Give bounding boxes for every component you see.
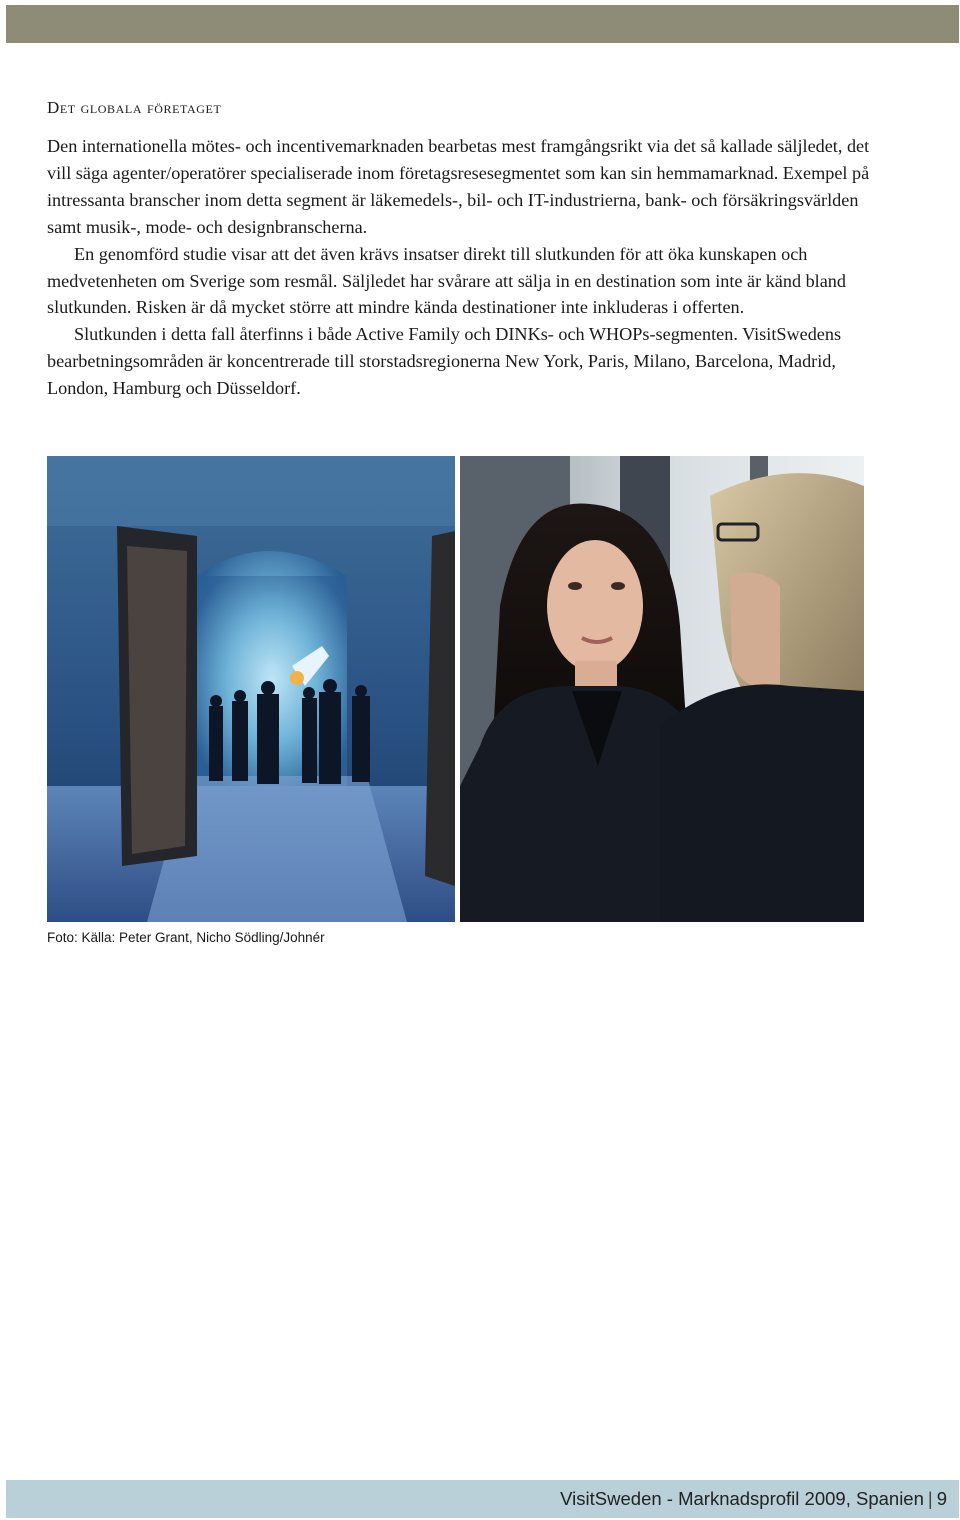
paragraph-3: Slutkunden i detta fall återfinns i både Active Family och DINKs- och WHOPs-segmenten. VisitSwedens bearbetningsområden är koncentrerade till storstadsregionerna New York, Paris, Milano, Barcelona, Madrid, London, Hamburg och Düsseldorf.	[47, 324, 842, 399]
footer	[560, 1480, 947, 1518]
business-women-photo	[460, 456, 864, 922]
photo-caption: Foto: Källa: Peter Grant, Nicho Södling/Johnér	[47, 930, 325, 945]
footer-separator: |	[927, 1488, 933, 1509]
ice-hotel-photo	[47, 456, 455, 922]
header-band	[6, 5, 959, 43]
section-heading: Det globala företaget	[47, 98, 222, 117]
body-text	[47, 133, 897, 402]
paragraph-1: Den internationella mötes- och incentivemarknaden bearbetas mest framgångsrikt via det så kallade säljledet, det vill säga agenter/operatörer specialiserade inom företagsresesegmentet som kan sin hemmamarknad. Exempel på intressanta branscher inom detta segment är läkemedels-, bil- och IT-industrierna, bank- och försäkringsvärlden samt musik-, mode- och designbranscherna.	[47, 136, 870, 237]
footer-band	[6, 1480, 959, 1518]
footer-title: VisitSweden - Marknadsprofil 2009, Spanien	[560, 1488, 924, 1509]
page-number: 9	[936, 1488, 947, 1509]
paragraph-2: En genomförd studie visar att det även krävs insatser direkt till slutkunden för att öka kunskapen och medvetenheten om Sverige som resmål. Säljledet har svårare att sälja in en destination som inte är känd bland slutkunden. Risken är då mycket större att mindre kända destinationer inte inkluderas i offerten.	[47, 243, 846, 318]
